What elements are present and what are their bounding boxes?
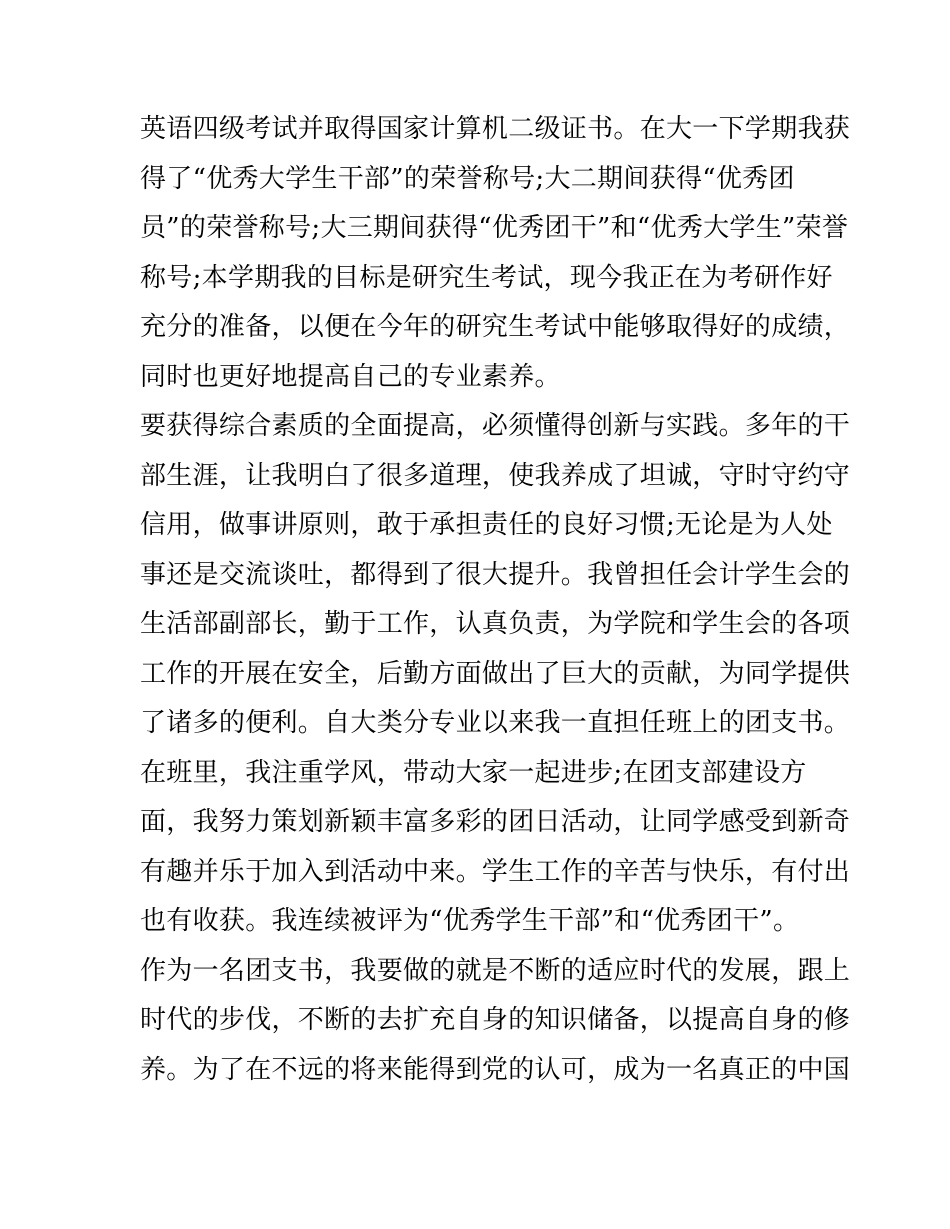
text-line: 事还是交流谈吐，都得到了很大提升。我曾担任会计学生会的 (140, 559, 851, 590)
text-line: 部生涯，让我明白了很多道理，使我养成了坦诚，守时守约守 (140, 460, 851, 491)
text-line: 英语四级考试并取得国家计算机二级证书。在大一下学期我获 (140, 114, 851, 144)
text-line: 员”的荣誉称号;大三期间获得“优秀团干”和“优秀大学生”荣誉 (140, 213, 849, 243)
text-line: 工作的开展在安全，后勤方面做出了巨大的贡献，为同学提供 (140, 658, 851, 689)
text-line: 生活部副部长，勤于工作，认真负责，为学院和学生会的各项 (140, 609, 851, 639)
text-line: 充分的准备，以便在今年的研究生考试中能够取得好的成绩， (140, 312, 851, 342)
text-line: 作为一名团支书，我要做的就是不断的适应时代的发展，跟上 (140, 955, 851, 986)
text-line: 面，我努力策划新颖丰富多彩的团日活动，让同学感受到新奇 (140, 807, 851, 837)
text-line: 称号;本学期我的目标是研究生考试，现今我正在为考研作好 (140, 262, 833, 293)
body-text (140, 105, 851, 1095)
text-line: 也有收获。我连续被评为“优秀学生干部”和“优秀团干”。 (140, 906, 800, 936)
text-line: 信用，做事讲原则，敢于承担责任的良好习惯;无论是为人处 (140, 510, 833, 540)
text-line: 时代的步伐，不断的去扩充自身的知识储备，以提高自身的修 (140, 1005, 851, 1035)
text-line: 了诸多的便利。自大类分专业以来我一直担任班上的团支书。 (140, 708, 851, 738)
text-line: 得了“优秀大学生干部”的荣誉称号;大二期间获得“优秀团 (140, 163, 795, 194)
text-line: 在班里，我注重学风，带动大家一起进步;在团支部建设方 (140, 757, 807, 788)
text-line: 有趣并乐于加入到活动中来。学生工作的辛苦与快乐，有付出 (140, 856, 851, 887)
text-line: 同时也更好地提高自己的专业素养。 (140, 361, 561, 392)
text-line: 养。为了在不远的将来能得到党的认可，成为一名真正的中国 (140, 1054, 851, 1085)
text-line: 要获得综合素质的全面提高，必须懂得创新与实践。多年的干 (140, 411, 851, 441)
